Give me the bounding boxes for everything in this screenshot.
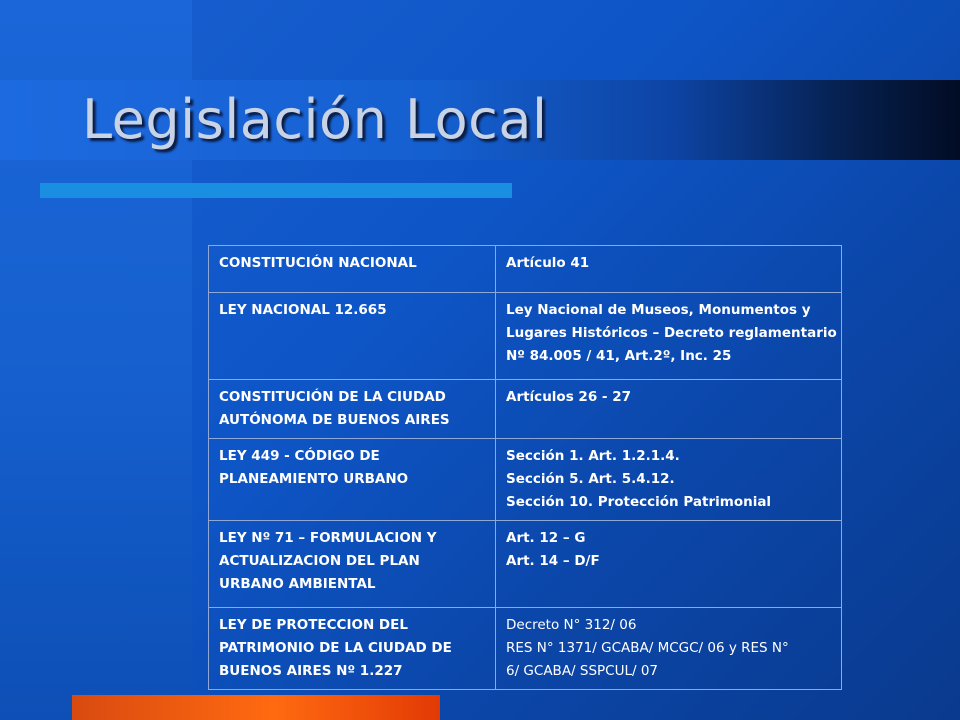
reference-cell [496, 608, 842, 690]
cell-text: Sección 10. Protección Patrimonial [506, 494, 772, 510]
table-row [209, 380, 842, 439]
law-name-cell [209, 521, 496, 608]
cell-text: Lugares Históricos – Decreto reglamentario [506, 325, 837, 341]
table-row [209, 246, 842, 293]
table-row [209, 521, 842, 608]
table-row [209, 293, 842, 380]
cell-text: Artículos 26 - 27 [506, 389, 632, 405]
cell-text: PLANEAMIENTO URBANO [219, 471, 409, 487]
reference-cell [496, 246, 842, 293]
law-name-cell [209, 246, 496, 293]
table-row [209, 439, 842, 521]
cell-text: LEY 449 - CÓDIGO DE [219, 448, 380, 464]
law-name-cell [209, 439, 496, 521]
bottom-accent-bar [72, 695, 440, 720]
legislation-table [208, 245, 842, 690]
cell-text: LEY NACIONAL 12.665 [219, 302, 387, 318]
cell-text: Art. 14 – D/F [506, 553, 600, 569]
cell-text: CONSTITUCIÓN DE LA CIUDAD [219, 389, 446, 405]
cell-text: Sección 5. Art. 5.4.12. [506, 471, 675, 487]
cell-text: ACTUALIZACION DEL PLAN [219, 553, 420, 569]
cell-text: Sección 1. Art. 1.2.1.4. [506, 448, 680, 464]
reference-cell [496, 293, 842, 380]
cell-text: AUTÓNOMA DE BUENOS AIRES [219, 412, 450, 428]
cell-text: LEY Nº 71 – FORMULACION Y [219, 530, 437, 546]
law-name-cell [209, 380, 496, 439]
slide-title: Legislación Local [82, 88, 548, 151]
cell-text: Art. 12 – G [506, 530, 586, 546]
reference-cell [496, 380, 842, 439]
cell-text: Nº 84.005 / 41, Art.2º, Inc. 25 [506, 348, 732, 364]
law-name-cell [209, 608, 496, 690]
cell-text: LEY DE PROTECCION DEL [219, 617, 408, 633]
cell-text: 6/ GCABA/ SSPCUL/ 07 [506, 663, 659, 679]
cell-text: RES N° 1371/ GCABA/ MCGC/ 06 y RES N° [506, 640, 789, 656]
cell-text: PATRIMONIO DE LA CIUDAD DE [219, 640, 452, 656]
cell-text: CONSTITUCIÓN NACIONAL [219, 255, 417, 271]
law-name-cell [209, 293, 496, 380]
table-row [209, 608, 842, 690]
accent-line [40, 183, 512, 198]
cell-text: URBANO AMBIENTAL [219, 576, 376, 592]
reference-cell [496, 521, 842, 608]
reference-cell [496, 439, 842, 521]
cell-text: Artículo 41 [506, 255, 590, 271]
cell-text: BUENOS AIRES Nº 1.227 [219, 663, 403, 679]
cell-text: Ley Nacional de Museos, Monumentos y [506, 302, 811, 318]
cell-text: Decreto N° 312/ 06 [506, 617, 637, 633]
